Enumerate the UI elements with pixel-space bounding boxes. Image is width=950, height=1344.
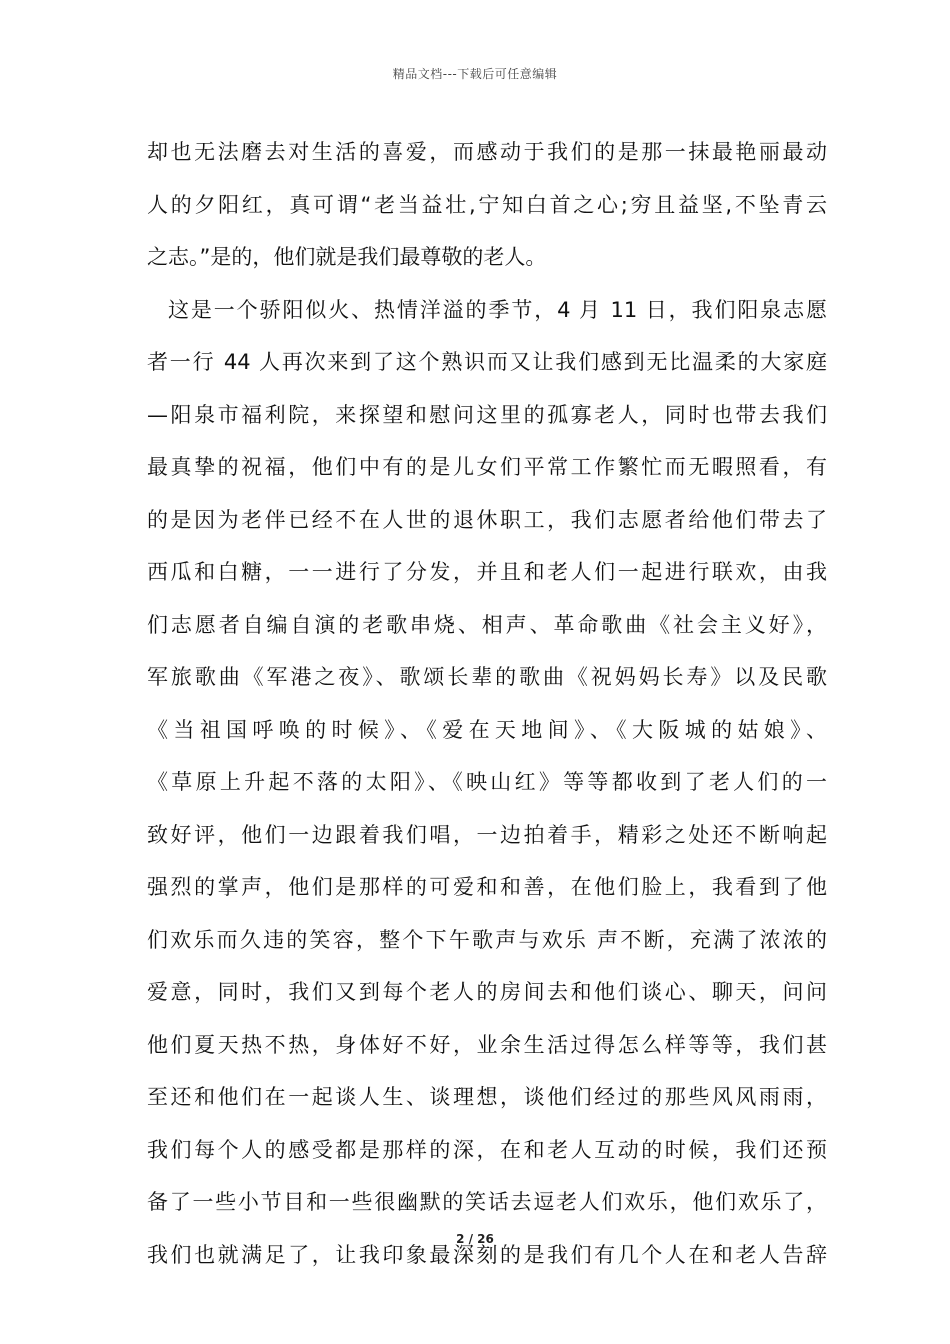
text-line: 至还和他们在一起谈人生、谈理想，谈他们经过的那些风风雨雨， [147, 1085, 827, 1109]
page-number: 2 / 26 [456, 1232, 494, 1246]
body-text [147, 126, 827, 1281]
page-header: 精品文档---下载后可任意编辑 [392, 67, 558, 81]
text-line: 爱意，同时，我们又到每个老人的房间去和他们谈心、聊天，问问 [147, 980, 827, 1004]
text-line: 他们夏天热不热，身体好不好，业余生活过得怎么样等等，我们甚 [147, 1032, 827, 1057]
text-line: 的是因为老伴已经不在人世的退休职工，我们志愿者给他们带去了 [147, 507, 827, 532]
text-line: 这是一个骄阳似火、热情洋溢的季节，4 月 11 日，我们阳泉志愿 [168, 297, 827, 322]
text-line: 我们也就满足了，让我印象最深刻的是我们有几个人在和老人告辞 [147, 1242, 827, 1267]
text-line: 们志愿者自编自演的老歌串烧、相声、革命歌曲《社会主义好》， [147, 612, 827, 637]
text-line: —阳泉市福利院，来探望和慰问这里的孤寡老人，同时也带去我们 [147, 402, 827, 427]
text-line: 却也无法磨去对生活的喜爱，而感动于我们的是那一抹最艳丽最动 [147, 140, 827, 164]
text-line: 们欢乐而久违的笑容，整个下午歌声与欢乐 声不断，充满了浓浓的 [147, 927, 827, 952]
text-line: 之志。”是的，他们就是我们最尊敬的老人。 [147, 245, 547, 269]
text-line: 我们每个人的感受都是那样的深，在和老人互动的时候，我们还预 [147, 1137, 827, 1162]
text-line: 《草原上升起不落的太阳》、《映山红》等等都收到了老人们的一 [147, 770, 827, 794]
text-line: 致好评，他们一边跟着我们唱，一边拍着手，精彩之处还不断响起 [147, 822, 827, 847]
text-line: 者一行 44 人再次来到了这个熟识而又让我们感到无比温柔的大家庭 [147, 350, 827, 374]
text-line: 最真挚的祝福，他们中有的是儿女们平常工作繁忙而无暇照看，有 [147, 455, 827, 479]
text-line: 西瓜和白糖，一一进行了分发，并且和老人们一起进行联欢，由我 [147, 560, 827, 584]
text-line: 军旅歌曲《军港之夜》、歌颂长辈的歌曲《祝妈妈长寿》以及民歌 [147, 665, 827, 689]
text-line: 人的夕阳红，真可谓“老当益壮,宁知白首之心;穷且益坚,不坠青云 [147, 192, 827, 217]
text-line: 备了一些小节目和一些很幽默的笑话去逗老人们欢乐，他们欢乐了， [147, 1190, 827, 1214]
text-line: 强烈的掌声，他们是那样的可爱和和善，在他们脸上，我看到了他 [147, 875, 827, 899]
text-line: 《当祖国呼唤的时候》、《爱在天地间》、《大阪城的姑娘》、 [147, 717, 827, 742]
